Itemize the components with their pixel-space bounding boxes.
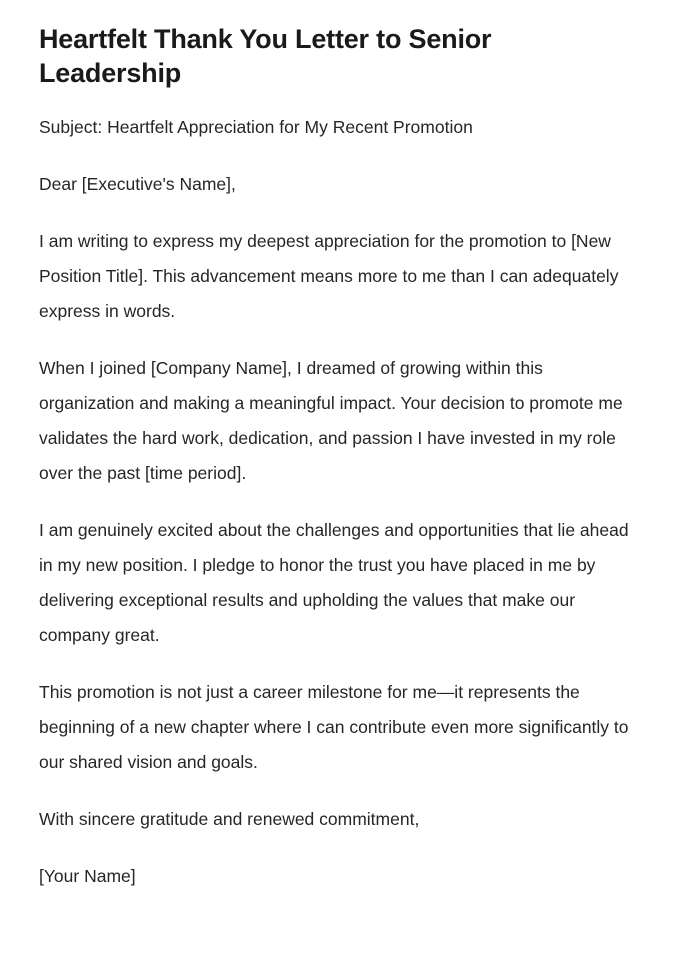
- body-paragraph-1: I am writing to express my deepest appreciation for the promotion to [New Position Title]. This advancement means more to me than I can adequately express in words.: [39, 231, 619, 321]
- page-title: Heartfelt Thank You Letter to Senior Leadership: [39, 24, 492, 88]
- subject-line: Subject: Heartfelt Appreciation for My Recent Promotion: [39, 117, 473, 137]
- letter-body: [39, 110, 632, 894]
- body-paragraph-2: When I joined [Company Name], I dreamed of growing within this organization and making a meaningful impact. Your decision to promote me validates the hard work, dedication, and passion I have invested in my role over the past [time period].: [39, 358, 623, 483]
- signature-name: [Your Name]: [39, 866, 136, 886]
- closing-line: With sincere gratitude and renewed commitment,: [39, 809, 420, 829]
- body-paragraph-3: I am genuinely excited about the challenges and opportunities that lie ahead in my new position. I pledge to honor the trust you have placed in me by delivering exceptional results and upholding the values that make our company great.: [39, 520, 629, 645]
- salutation: Dear [Executive's Name],: [39, 174, 236, 194]
- body-paragraph-4: This promotion is not just a career milestone for me—it represents the beginning of a new chapter where I can contribute even more significantly to our shared vision and goals.: [39, 682, 629, 772]
